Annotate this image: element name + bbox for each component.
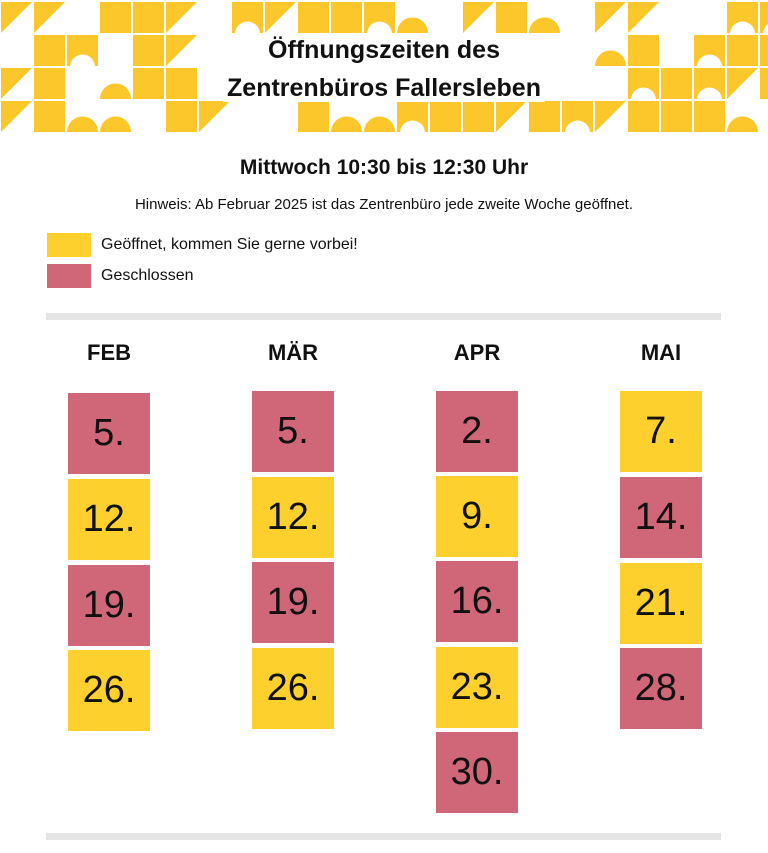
day-cell-open: 7. — [620, 391, 702, 472]
day-cell-closed: 14. — [620, 477, 702, 558]
decorative-banner — [0, 0, 768, 134]
day-cell-closed: 16. — [436, 561, 518, 642]
day-cell-closed: 5. — [252, 391, 334, 472]
day-cell-open: 21. — [620, 563, 702, 644]
opening-hours: Mittwoch 10:30 bis 12:30 Uhr — [239, 156, 529, 179]
day-cell-open: 26. — [252, 648, 334, 729]
day-cell-open: 23. — [436, 647, 518, 728]
day-cell-open: 12. — [252, 477, 334, 558]
day-cell-closed: 2. — [436, 391, 518, 472]
month-label: FEB — [87, 340, 131, 365]
day-cell-closed: 5. — [68, 393, 150, 474]
divider-bottom — [46, 833, 721, 840]
month-label: APR — [453, 340, 501, 365]
day-cell-open: 9. — [436, 476, 518, 557]
legend-closed-label: Geschlossen — [101, 267, 194, 284]
day-cell-open: 12. — [68, 479, 150, 560]
legend-closed — [47, 264, 194, 288]
divider-top — [46, 313, 721, 320]
day-cell-closed: 28. — [620, 648, 702, 729]
day-cell-closed: 30. — [436, 732, 518, 813]
month-label: MAI — [640, 340, 682, 365]
legend-open — [47, 233, 358, 257]
notice-text: Hinweis: Ab Februar 2025 ist das Zentrenbüro jede zweite Woche geöffnet. — [134, 196, 634, 213]
legend-closed-swatch — [47, 264, 91, 288]
page-title-line-1: Öffnungszeiten des — [0, 33, 768, 67]
month-label: MÄR — [267, 340, 319, 365]
day-cell-closed: 19. — [252, 562, 334, 643]
page-title-line-2: Zentrenbüros Fallersleben — [0, 71, 768, 105]
day-cell-closed: 19. — [68, 565, 150, 646]
day-cell-open: 26. — [68, 650, 150, 731]
legend-open-swatch — [47, 233, 91, 257]
legend-open-label: Geöffnet, kommen Sie gerne vorbei! — [101, 236, 358, 253]
